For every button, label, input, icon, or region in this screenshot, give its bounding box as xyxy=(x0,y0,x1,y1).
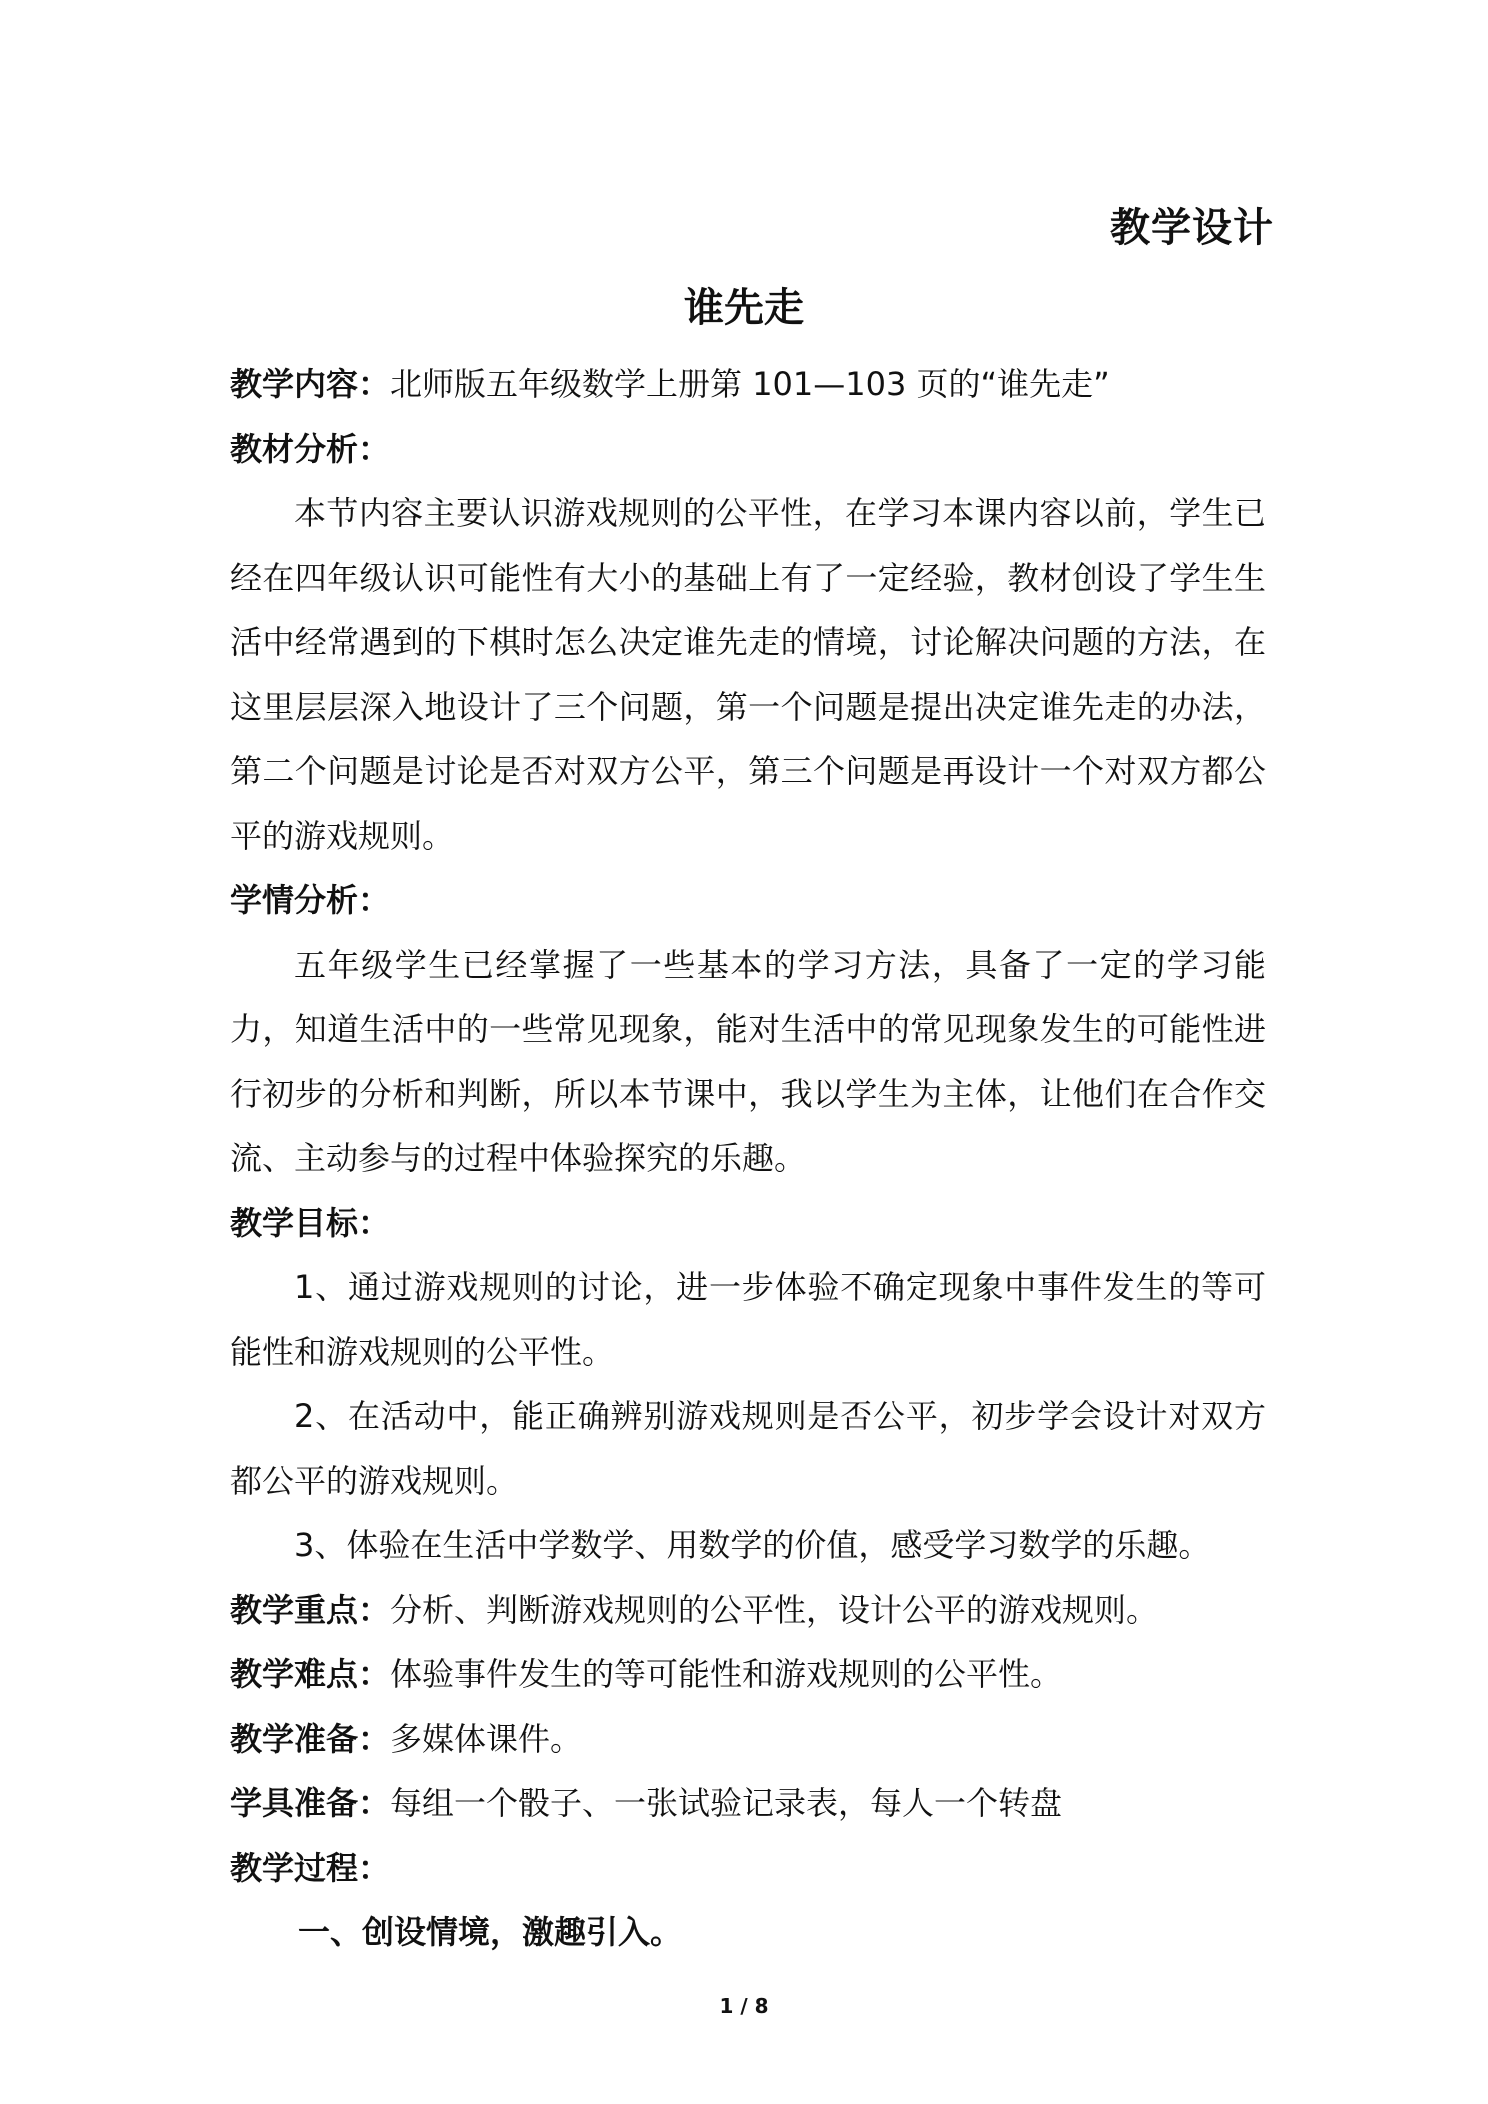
objectives-label: 教学目标： xyxy=(230,1203,391,1242)
key-points-label: 教学重点： xyxy=(230,1590,391,1629)
objective-item-1: 1、通过游戏规则的讨论，进一步体验不确定现象中事件发生的等可能性和游戏规则的公平性。 xyxy=(230,1268,1266,1371)
teaching-prep-text: 多媒体课件。 xyxy=(390,1719,583,1758)
difficulties-text: 体验事件发生的等可能性和游戏规则的公平性。 xyxy=(390,1655,1063,1693)
process-step-1: 一、创设情境，激趣引入。 xyxy=(298,1913,683,1951)
content-text: 北师版五年级数学上册第 101—103 页的“谁先走” xyxy=(390,365,1110,403)
material-analysis-text: 本节内容主要认识游戏规则的公平性，在学习本课内容以前，学生已经在四年级认识可能性有大小的基础上有了一定经验，教材创设了学生生活中经常遇到的下棋时怎么决定谁先走的情境，讨论解决问题的方法，在这里层层深入地设计了三个问题，第一个问题是提出决定谁先走的办法，第二个问题是讨论是否对双方公平，第三个问题是再设计一个对双方都公平的游戏规则。 xyxy=(230,494,1266,855)
doc-kind-heading: 教学设计 xyxy=(1110,205,1274,251)
objective-item-2: 2、在活动中，能正确辨别游戏规则是否公平，初步学会设计对双方都公平的游戏规则。 xyxy=(230,1397,1266,1500)
key-points-row xyxy=(230,1578,1266,1643)
process-label: 教学过程： xyxy=(230,1848,391,1887)
student-analysis-text: 五年级学生已经掌握了一些基本的学习方法，具备了一定的学习能力，知道生活中的一些常见现象，能对生活中的常见现象发生的可能性进行初步的分析和判断，所以本节课中，我以学生为主体，让他们在合作交流、主动参与的过程中体验探究的乐趣。 xyxy=(230,945,1266,1177)
document-body xyxy=(230,352,1266,1965)
content-label: 教学内容： xyxy=(230,365,391,403)
teaching-prep-label: 教学准备： xyxy=(230,1719,391,1758)
material-analysis-label: 教材分析： xyxy=(230,429,391,468)
objective-item-3: 3、体验在生活中学数学、用数学的价值，感受学习数学的乐趣。 xyxy=(294,1526,1211,1564)
key-points-text: 分析、判断游戏规则的公平性，设计公平的游戏规则。 xyxy=(390,1590,1159,1629)
teaching-prep-row xyxy=(230,1707,1266,1772)
student-analysis-label: 学情分析： xyxy=(230,881,391,919)
difficulties-row xyxy=(230,1642,1266,1707)
difficulties-label: 教学难点： xyxy=(230,1655,391,1693)
student-prep-row xyxy=(230,1771,1266,1836)
student-prep-text: 每组一个骰子、一张试验记录表，每人一个转盘 xyxy=(390,1784,1063,1822)
page-number: 1 / 8 xyxy=(719,1994,769,2018)
student-prep-label: 学具准备： xyxy=(230,1784,391,1822)
page-title: 谁先走 xyxy=(684,285,804,331)
content-row xyxy=(230,352,1266,417)
